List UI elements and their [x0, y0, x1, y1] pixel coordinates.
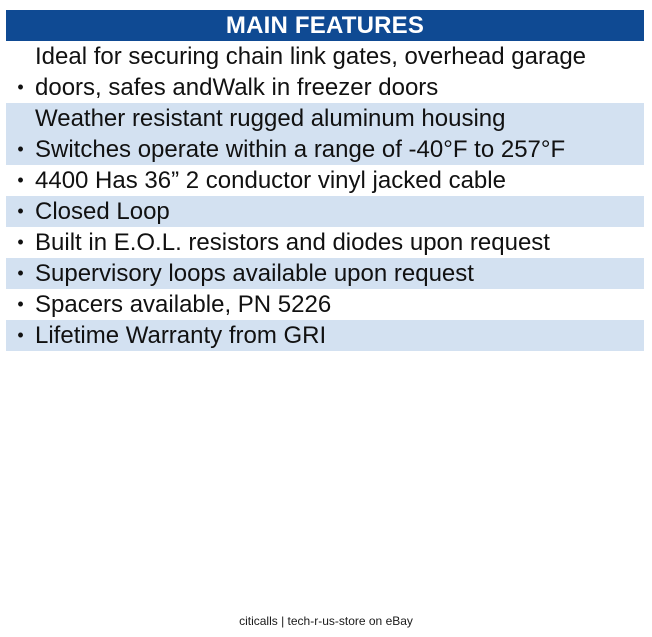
feature-item	[6, 165, 644, 196]
feature-item	[6, 41, 644, 103]
bullet-icon: •	[17, 170, 24, 190]
bullet-icon: •	[17, 263, 24, 283]
feature-item	[6, 289, 644, 320]
features-list	[6, 41, 644, 351]
bullet-icon: •	[17, 201, 24, 221]
bullet-icon: •	[17, 139, 24, 159]
feature-text: Supervisory loops available upon request	[35, 260, 474, 287]
feature-item	[6, 320, 644, 351]
panel-header: MAIN FEATURES	[6, 10, 644, 41]
footer-credit: citicalls | tech-r-us-store on eBay	[239, 614, 413, 628]
feature-text: Closed Loop	[35, 198, 170, 225]
feature-item	[6, 196, 644, 227]
feature-text: Weather resistant rugged aluminum housing Switches operate within a range of -40°F to 257°F	[35, 105, 566, 163]
main-features-panel	[6, 10, 644, 351]
feature-text: Spacers available, PN 5226	[35, 291, 332, 318]
feature-item	[6, 258, 644, 289]
bullet-icon: •	[17, 232, 24, 252]
feature-item	[6, 227, 644, 258]
feature-text: Built in E.O.L. resistors and diodes upon request	[35, 229, 550, 256]
feature-text: 4400 Has 36” 2 conductor vinyl jacked cable	[35, 167, 506, 194]
feature-item	[6, 103, 644, 165]
bullet-icon: •	[17, 294, 24, 314]
feature-text: Lifetime Warranty from GRI	[35, 322, 327, 349]
bullet-icon: •	[17, 325, 24, 345]
feature-text: Ideal for securing chain link gates, overhead garage doors, safes andWalk in freezer doors	[35, 43, 587, 101]
bullet-icon: •	[17, 77, 24, 97]
